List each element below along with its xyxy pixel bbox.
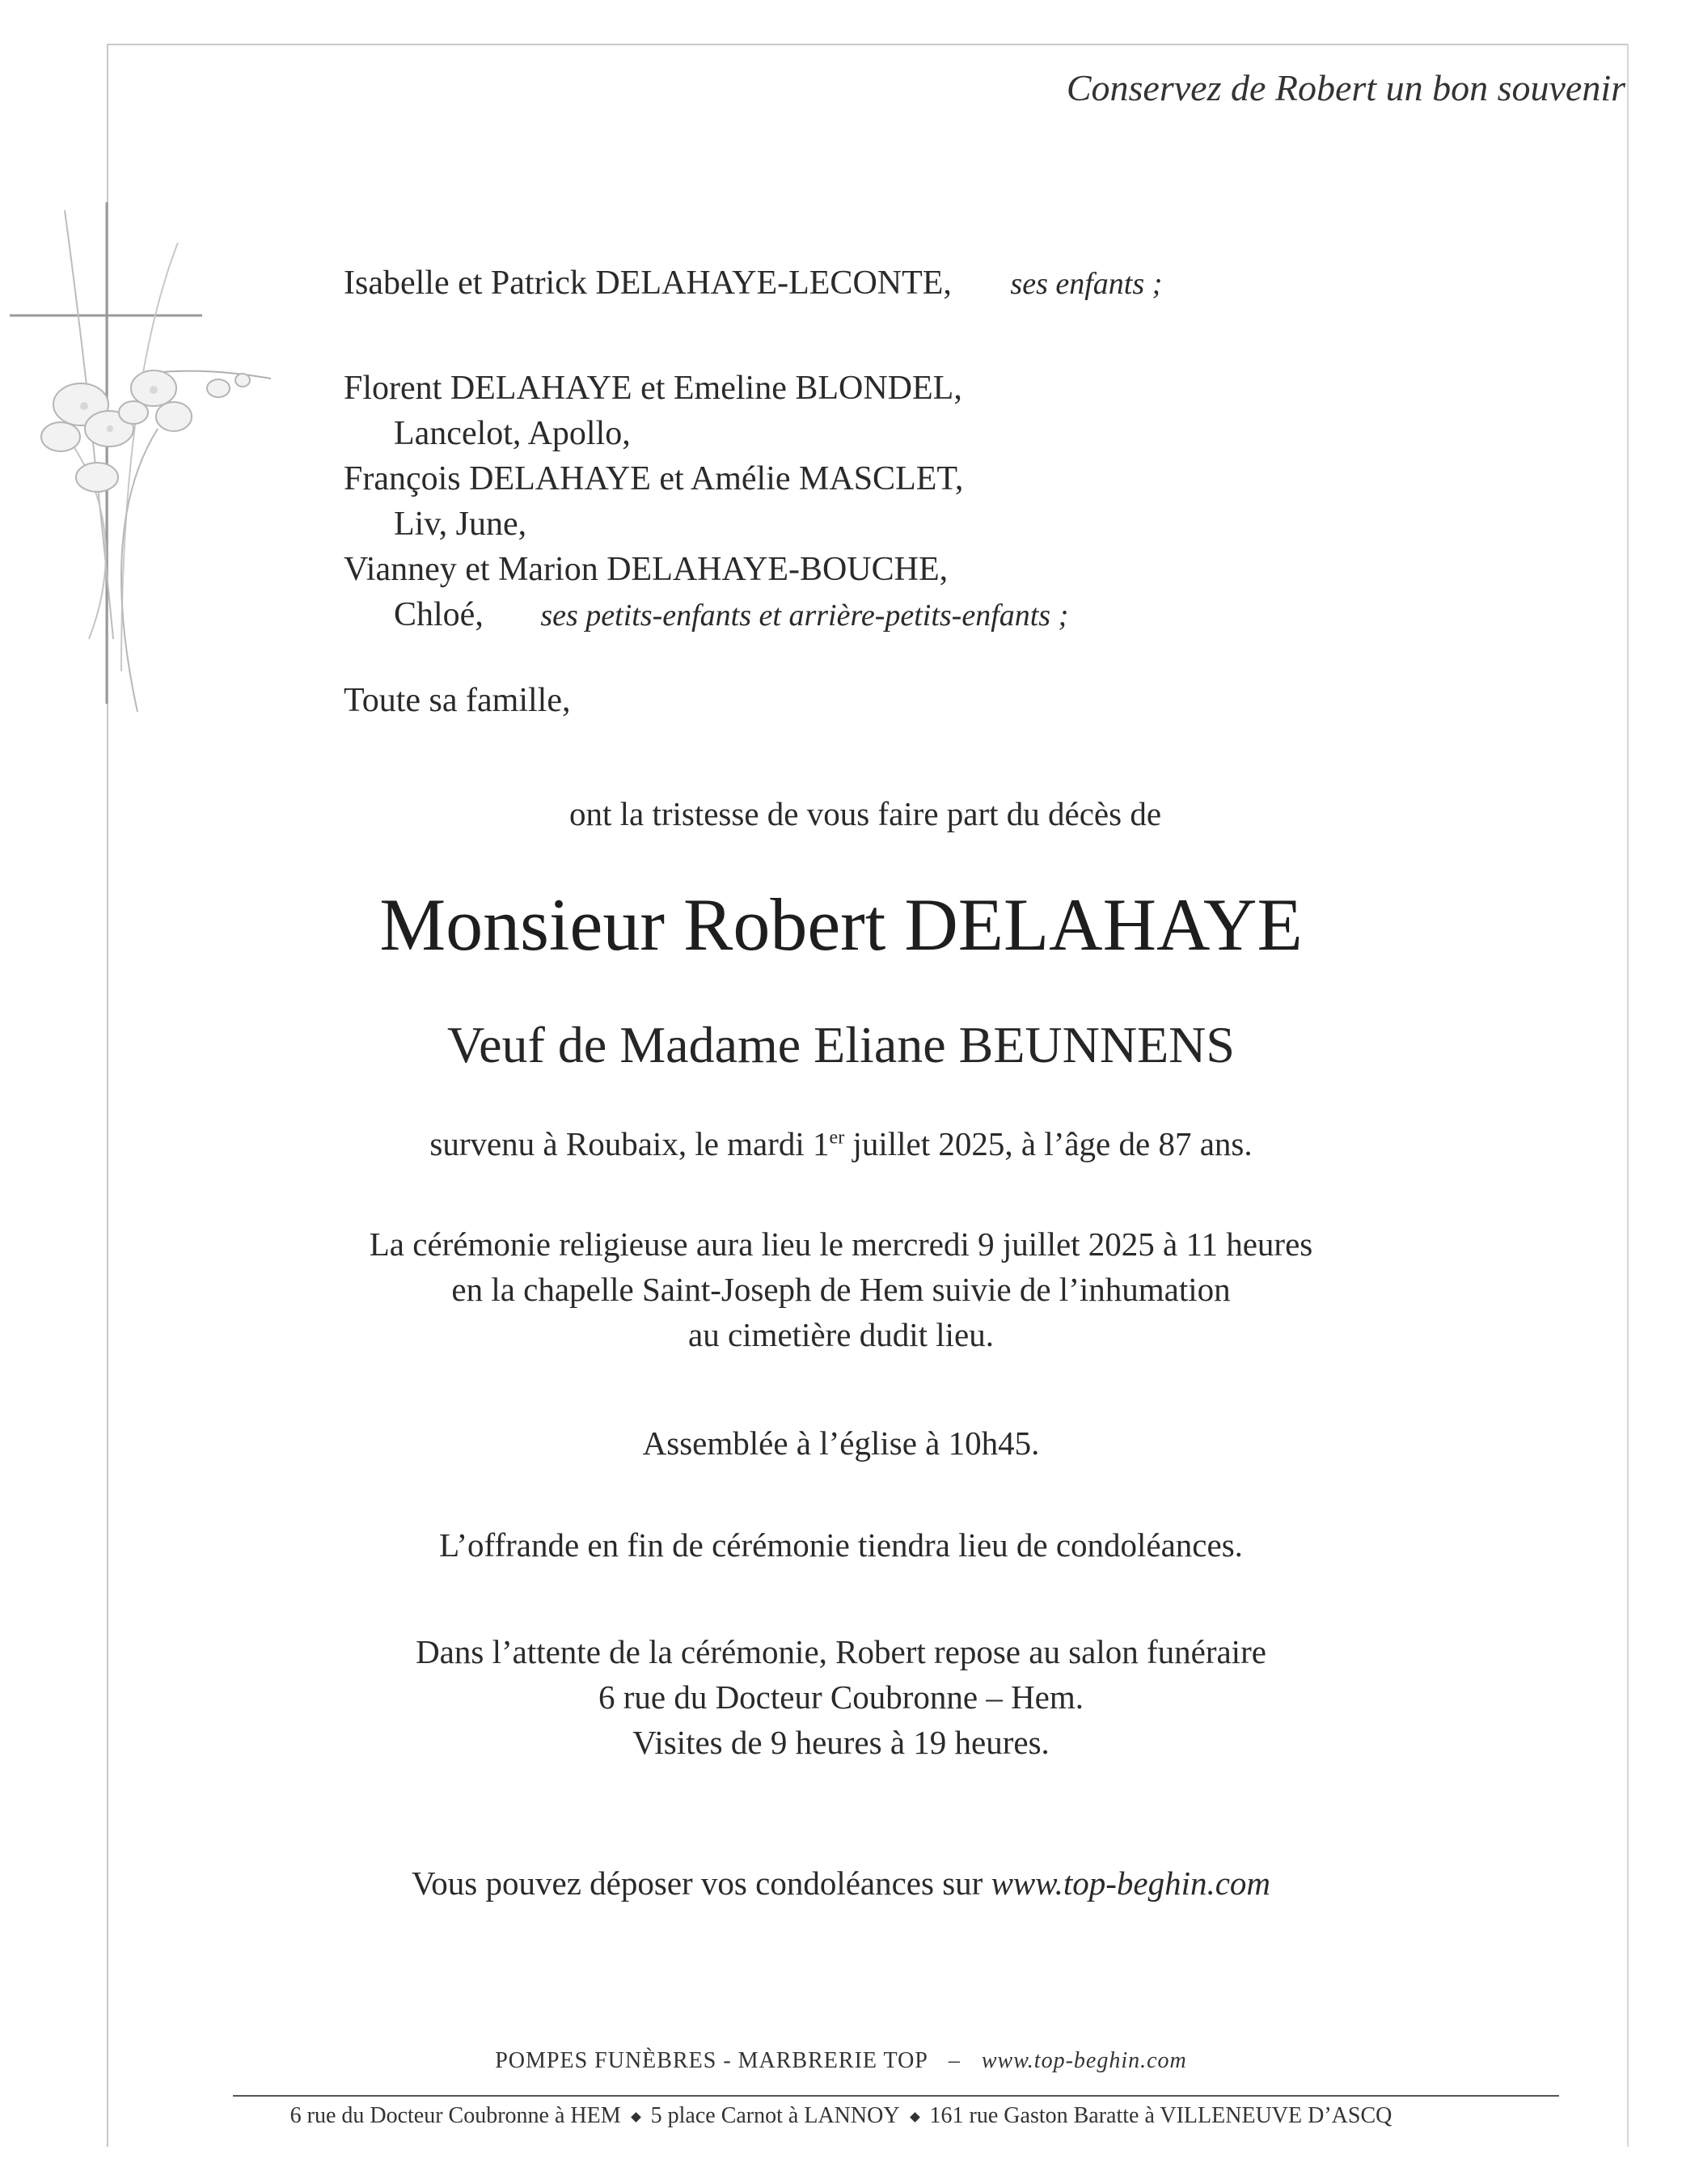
- deceased-name: Monsieur Robert DELAHAYE: [379, 883, 1303, 966]
- family-children: [344, 260, 1162, 307]
- family-line: Lancelot, Apollo,: [394, 415, 631, 452]
- footer-company: POMPES FUNÈBRES - MARBRERIE TOP – www.top-beghin.com: [495, 2048, 1187, 2073]
- family-line: Chloé,: [394, 596, 484, 633]
- footer-address: 5 place Carnot à LANNOY: [650, 2103, 900, 2128]
- family-line: Toute sa famille,: [344, 682, 571, 719]
- widow-of: Veuf de Madame Eliane BEUNNENS: [447, 1016, 1235, 1073]
- family-role: ses petits-enfants et arrière-petits-enfants ;: [540, 599, 1069, 633]
- family-role: ses enfants ;: [1010, 267, 1163, 301]
- ceremony-line: au cimetière dudit lieu.: [688, 1316, 994, 1353]
- card-frame: [107, 44, 1629, 2147]
- visitation-line: Dans l’attente de la cérémonie, Robert repose au salon funéraire: [416, 1633, 1266, 1670]
- family-line: François DELAHAYE et Amélie MASCLET,: [344, 460, 964, 497]
- footer-addresses: [0, 2103, 1682, 2129]
- footer-divider: [233, 2095, 1559, 2097]
- visitation-line: Visites de 9 heures à 19 heures.: [632, 1724, 1050, 1761]
- family-line: Florent DELAHAYE et Emeline BLONDEL,: [344, 370, 962, 407]
- cross-orchid-ornament: [0, 186, 291, 736]
- family-line: Vianney et Marion DELAHAYE-BOUCHE,: [344, 551, 949, 588]
- footer-address: 6 rue du Docteur Coubronne à HEM: [289, 2103, 621, 2128]
- family-grandchildren: [344, 366, 1068, 638]
- motto: Conservez de Robert un bon souvenir: [1066, 67, 1625, 108]
- death-details: survenu à Roubaix, le mardi 1er juillet 2025, à l’âge de 87 ans.: [429, 1125, 1253, 1162]
- ceremony-details: [0, 1221, 1682, 1357]
- condolences-link[interactable]: www.top-beghin.com: [991, 1864, 1271, 1902]
- condolences-note: Vous pouvez déposer vos condoléances sur www.top-beghin.com: [411, 1864, 1271, 1902]
- visitation-details: [0, 1629, 1682, 1765]
- footer-address: 161 rue Gaston Baratte à VILLENEUVE D’ASCQ: [929, 2103, 1393, 2128]
- ceremony-line: en la chapelle Saint-Joseph de Hem suivie de l’inhumation: [451, 1271, 1231, 1308]
- offering-note: L’offrande en fin de cérémonie tiendra lieu de condoléances.: [439, 1526, 1243, 1564]
- announcement: ont la tristesse de vous faire part du décès de: [568, 795, 1162, 832]
- ceremony-line: La cérémonie religieuse aura lieu le mercredi 9 juillet 2025 à 11 heures: [369, 1225, 1313, 1263]
- assembly-time: Assemblée à l’église à 10h45.: [642, 1424, 1040, 1462]
- footer-website[interactable]: www.top-beghin.com: [981, 2048, 1187, 2073]
- visitation-line: 6 rue du Docteur Coubronne – Hem.: [598, 1678, 1084, 1716]
- diamond-icon: [910, 2112, 920, 2123]
- diamond-icon: [631, 2112, 641, 2123]
- family-line: Liv, June,: [394, 506, 527, 543]
- family-line: Isabelle et Patrick DELAHAYE-LECONTE,: [344, 265, 952, 302]
